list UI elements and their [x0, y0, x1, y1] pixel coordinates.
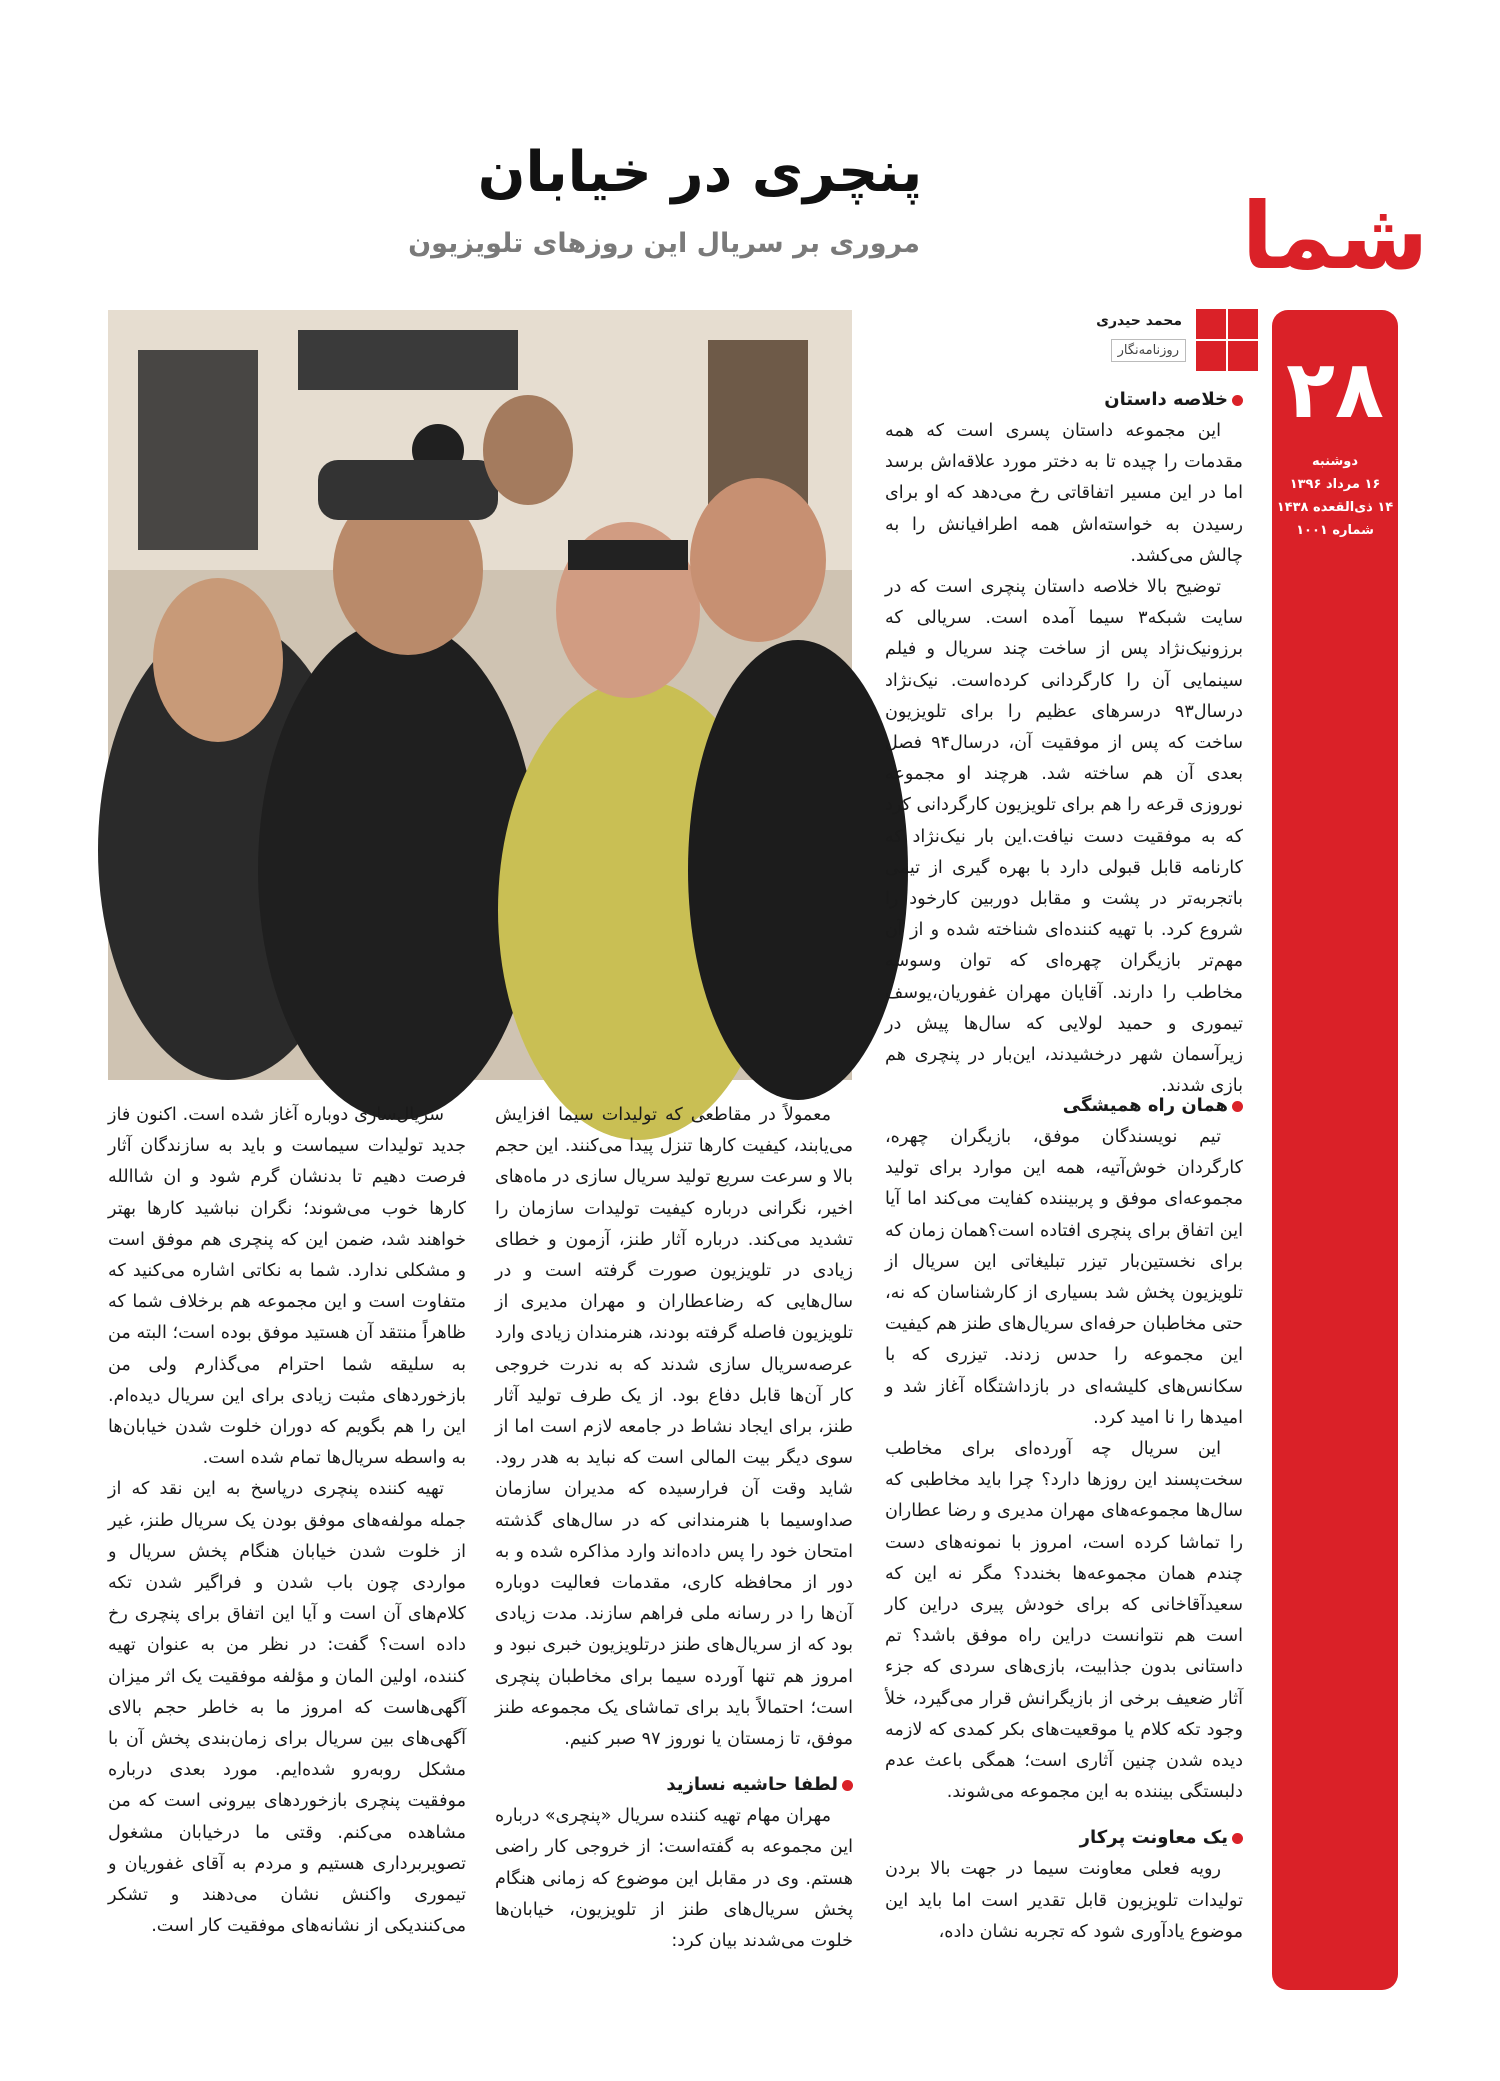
issue-number: شماره ۱۰۰۱: [1296, 523, 1374, 538]
author-role: روزنامه‌نگار: [1111, 339, 1186, 362]
paragraph: تیم نویسندگان موفق، بازیگران چهره، کارگردان خوش‌آتیه، همه این موارد برای تولید مجموعه‌ای موفق و پربیننده کفایت می‌کند اما آیا این اتفاق برای پنچری افتاده است؟همان زمان که برای نخستین‌بار تیزر تبلیغاتی این سریال از تلویزیون پخش شد بسیاری از کارشناسان که نه، حتی مخاطبان حرفه‌ای سریال‌های طنز هم کیفیت این مجموعه را حدس زدند. تیزری که با سکانس‌های کلیشه‌ای در بازداشتگاه آغاز شد و امیدها را نا امید کرد.: [885, 1127, 1243, 1428]
bullet-icon: [1232, 1101, 1243, 1112]
paragraph: توضیح بالا خلاصه داستان پنچری است که در سایت شبکه۳ سیما آمده است. سریالی که برزونیک‌نژاد پس از ساخت چند سریال و فیلم سینمایی آن را کارگردانی کرده‌است. نیک‌نژاد درسال۹۳ درسرهای عظیم را برای تلویزیون ساخت که پس از موفقیت آن، درسال۹۴ فصل بعدی آن هم ساخته شد. هرچند او مجموعه نوروزی قرعه را هم برای تلویزیون کارگردانی کرد که به موفقیت دست نیافت.این بار نیک‌نژاد که کارنامه قابل قبولی دارد با بهره گیری از تیمی باتجربه‌تر در پشت و مقابل دوربین کارخود را شروع کرد. با تهیه کننده‌ای شناخته شده و از آن مهم‌تر بازیگران چهره‌ای که توان وسوسه مخاطب را دارند. آقایان مهران غفوریان،یوسف تیموری و حمید لولایی که سال‌ها پیش در زیرآسمان شهر درخشیدند، این‌بار در پنچری هم بازی شدند.: [885, 577, 1243, 1097]
paragraph: رویه فعلی معاونت سیما در جهت بالا بردن تولیدات تلویزیون قابل تقدیر است اما باید این موضوع یادآوری شود که تجربه نشان داده،: [885, 1859, 1243, 1942]
bullet-icon: [842, 1780, 853, 1791]
bullet-icon: [1232, 1833, 1243, 1844]
paragraph: سریال‌سازی دوباره آغاز شده است. اکنون فاز جدید تولیدات سیماست و باید به سازندگان آثار فرصت دهیم تا بدنشان گرم شود و ان شاالله کارها خوب می‌شوند؛ نگران نباشید کارها بهتر خواهند شد، ضمن این که پنچری هم موفق است و مشکلی ندارد. شما به نکاتی اشاره می‌کنید که متفاوت است و این مجموعه هم برخلاف شما که ظاهراً منتقد آن هستید موفق بوده است؛ البته من به سلیقه شما احترام می‌گذارم ولی من بازخوردهای مثبت زیادی برای این سریال دیده‌ام. این را هم بگویم که دوران خلوت شدن خیابان‌ها به واسطه سریال‌ها تمام شده است.: [108, 1105, 466, 1469]
issue-info: [1272, 450, 1398, 542]
section-title-please: لطفا حاشیه نسازید: [495, 1769, 853, 1801]
section-title-same-path: همان راه همیشگی: [885, 1090, 1243, 1122]
logo-text: شما: [1241, 183, 1429, 290]
bullet-icon: [1232, 395, 1243, 406]
date-lunar: ۱۴ ذی‌القعده ۱۴۳۸: [1276, 500, 1394, 515]
paragraph: تهیه کننده پنچری درپاسخ به این نقد که از جمله مولفه‌های موفق بودن یک سریال طنز، غیر از خلوت شدن خیابان هنگام پخش سریال و مواردی چون باب شدن و فراگیر شدن تکه کلام‌های آن است و آیا این اتفاق برای پنچری رخ داده است؟ گفت: در نظر من به عنوان تهیه کننده، اولین المان و مؤلفه موفقیت یک اثر میزان آگهی‌هاست که امروز ما به خاطر حجم بالای آگهی‌های بین سریال برای زمان‌بندی پخش آن با مشکل روبه‌رو شده‌ایم. مورد بعدی درباره موفقیت پنچری بازخوردهای بیرونی است که من مشاهده می‌کنم. وقتی ما درخیابان مشغول تصویربرداری هستیم و مردم به آقای غفوریان و تیموری واکنش نشان می‌دهند و تشکر می‌کنندیکی از نشانه‌های موفقیت کار است.: [108, 1479, 466, 1937]
column-right-bottom: [885, 1090, 1243, 1948]
author-name: محمد حیدری: [1096, 313, 1182, 329]
author-box: [1080, 309, 1258, 371]
section-title-deputy: یک معاونت پرکار: [885, 1822, 1243, 1854]
article-title: پنچری در خیابان: [477, 140, 923, 205]
column-left: [108, 1100, 466, 1942]
section-title-summary: خلاصه داستان: [885, 384, 1243, 416]
column-right-top: [885, 384, 1243, 1102]
paragraph: این مجموعه داستان پسری است که همه مقدمات را چیده تا به دختر مورد علاقه‌اش برسد اما در این مسیر اتفاقاتی رخ می‌دهد که او برای رسیدن به خواسته‌اش همه اطرافیانش را به چالش می‌کشد.: [885, 421, 1243, 566]
author-grid-icon: [1196, 309, 1258, 371]
cast-photo: [108, 310, 852, 1080]
paragraph: مهران مهام تهیه کننده سریال «پنچری» درباره این مجموعه به گفته‌است: از خروجی کار راضی هستم. وی در مقابل این موضوع که زمانی هنگام پخش سریال‌های طنز از تلویزیون، خیابان‌ها خلوت می‌شدند بیان کرد:: [495, 1806, 853, 1952]
paragraph: معمولاً در مقاطعی که تولیدات سیما افزایش می‌یابند، کیفیت کارها تنزل پیدا می‌کنند. این حجم بالا و سرعت سریع تولید سریال سازی در ماه‌های اخیر، نگرانی درباره کیفیت تولیدات سازمان را تشدید می‌کند. درباره آثار طنز، آزمون و خطای زیادی در تلویزیون صورت گرفته است و در سال‌هایی که رضاعطاران و مهران مدیری از تلویزیون فاصله گرفته بودند، هنرمندان زیادی وارد عرصه‌سریال سازی شدند که به ندرت خروجی کار آن‌ها قابل دفاع بود. از یک طرف تولید آثار طنز، برای ایجاد نشاط در جامعه لازم است اما از سوی دیگر بیت المالی است که نباید به هدر رود. شاید وقت آن فرارسیده که مدیران سازمان صداوسیما با هنرمندانی که در سال‌های گذشته امتحان خود را پس داده‌اند وارد مذاکره شده و به دور از محافظه کاری، مقدمات فعالیت دوباره آن‌ها را در رسانه ملی فراهم سازند. مدت زیادی بود که از سریال‌های طنز درتلویزیون خبری نبود و امروز هم تنها آورده سیما برای مخاطبان پنچری است؛ احتمالاً باید برای تماشای یک مجموعه طنز موفق، تا زمستان یا نوروز ۹۷ صبر کنیم.: [495, 1105, 853, 1750]
side-band: [1272, 310, 1398, 1990]
paragraph: این سریال چه آورده‌ای برای مخاطب سخت‌پسند این روزها دارد؟ چرا باید مخاطبی که سال‌ها مجموعه‌های مهران مدیری و رضا عطاران را تماشا کرده است، امروز با نمونه‌های دست چندم همان مجموعه‌ها بخندد؟ مگر نه این که سعید‌آقاخانی که برای خودش پیری دراین کار است هم نتوانست دراین راه موفق باشد؟ تم داستانی بدون جذابیت، بازی‌های سردی که جزء آثار ضعیف برخی از بازیگرانش قرار می‌گیرد، خلأ وجود تکه کلام یا موقعیت‌های بکر کمدی که لازمه دیده شدن چنین آثاری است؛ همگی باعث عدم دلبستگی بیننده به این مجموعه می‌شوند.: [885, 1439, 1243, 1803]
date-solar: ۱۶ مرداد ۱۳۹۶: [1289, 477, 1381, 492]
column-middle: [495, 1100, 853, 1957]
masthead-logo: [1241, 118, 1429, 328]
weekday: دوشنبه: [1311, 454, 1359, 469]
article-subtitle: مروری بر سریال این روزهای تلویزیون: [408, 228, 920, 259]
page-number: ۲۸: [1286, 343, 1384, 436]
